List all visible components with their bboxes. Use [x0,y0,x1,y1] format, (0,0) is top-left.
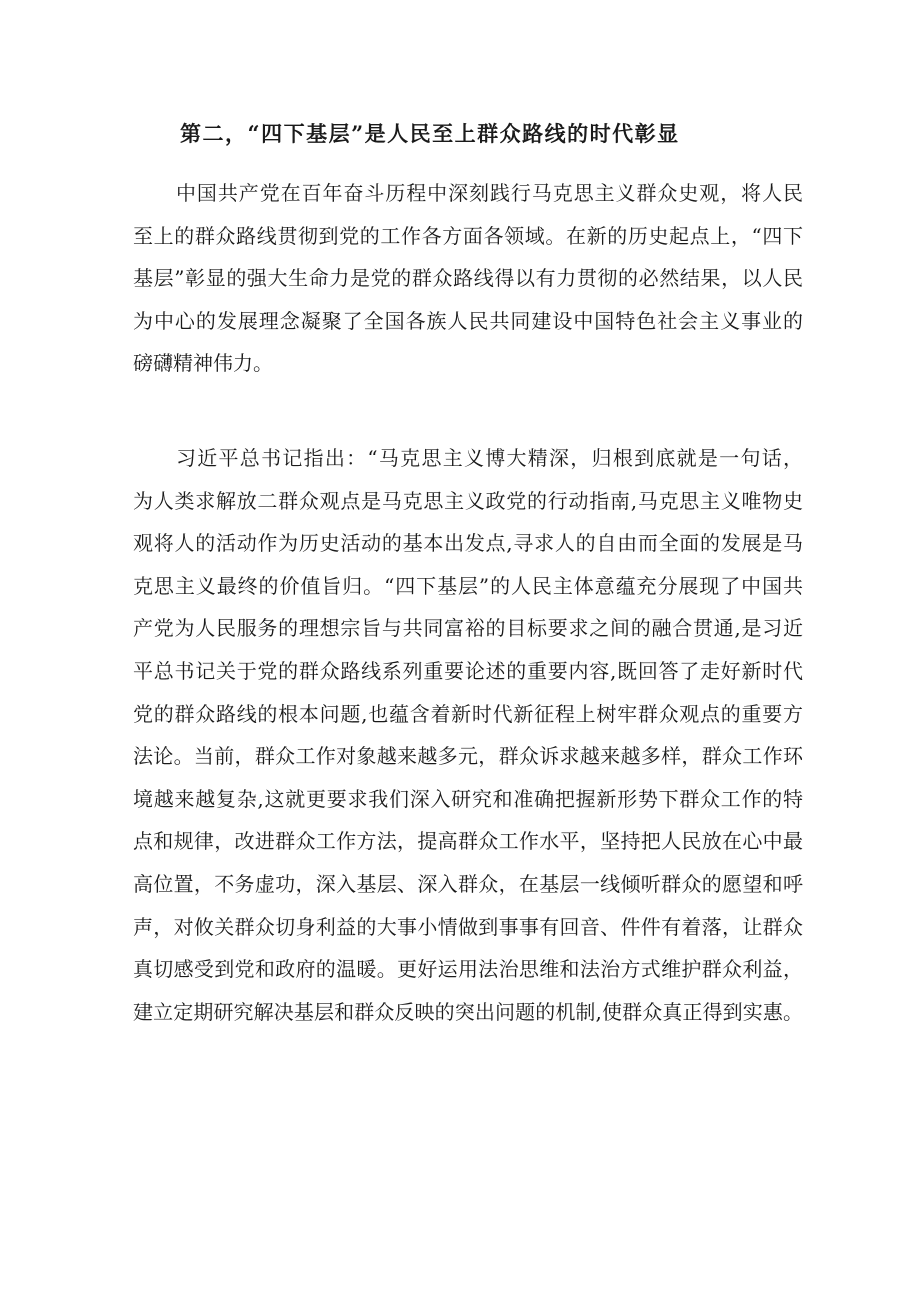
paragraph-line: 观将人的活动作为历史活动的基本出发点,寻求人的自由而全面的发展是马 [133,531,804,556]
paragraph-line: 磅礴精神伟力。 [133,351,273,376]
paragraph-line: 产党为人民服务的理想宗旨与共同富裕的目标要求之间的融合贯通,是习近 [133,616,804,641]
paragraph-line: 克思主义最终的价值旨归。“四下基层”的人民主体意蕴充分展现了中国共 [133,573,804,598]
paragraph-line: 高位置，不务虚功，深入基层、深入群众，在基层一线倾听群众的愿望和呼 [133,871,804,896]
paragraph-line: 习近平总书记指出：“马克思主义博大精深，归根到底就是一句话， [176,446,805,470]
paragraph-2 [133,437,803,1033]
paragraph-line: 至上的群众路线贯彻到党的工作各方面各领域。在新的历史起点上，“四下 [133,223,804,248]
section-heading: 第二，“四下基层”是人民至上群众路线的时代彰显 [180,121,680,146]
paragraph-line: 为人类求解放二群众观点是马克思主义政党的行动指南,马克思主义唯物史 [133,488,804,513]
paragraph-line: 声，对攸关群众切身利益的大事小情做到事事有回音、件件有着落，让群众 [133,914,804,939]
paragraph-line: 点和规律，改进群众工作方法，提高群众工作水平，坚持把人民放在心中最 [133,829,804,854]
paragraph-line: 党的群众路线的根本问题,也蕴含着新时代新征程上树牢群众观点的重要方 [133,701,804,726]
paragraph-line: 真切感受到党和政府的温暖。更好运用法治思维和法治方式维护群众利益， [133,957,804,982]
paragraph-line: 境越来越复杂,这就更要求我们深入研究和准确把握新形势下群众工作的特 [133,786,804,811]
paragraph-line: 平总书记关于党的群众路线系列重要论述的重要内容,既回答了走好新时代 [133,658,804,683]
paragraph-line: 建立定期研究解决基层和群众反映的突出问题的机制,使群众真正得到实惠。 [133,999,804,1024]
paragraph-line: 基层”彰显的强大生命力是党的群众路线得以有力贯彻的必然结果，以人民 [133,266,804,291]
paragraph-line: 法论。当前，群众工作对象越来越多元，群众诉求越来越多样，群众工作环 [133,744,804,769]
paragraph-line: 中国共产党在百年奋斗历程中深刻践行马克思主义群众史观，将人民 [176,181,804,205]
paragraph-1 [133,172,803,385]
paragraph-line: 为中心的发展理念凝聚了全国各族人民共同建设中国特色社会主义事业的 [133,308,804,333]
